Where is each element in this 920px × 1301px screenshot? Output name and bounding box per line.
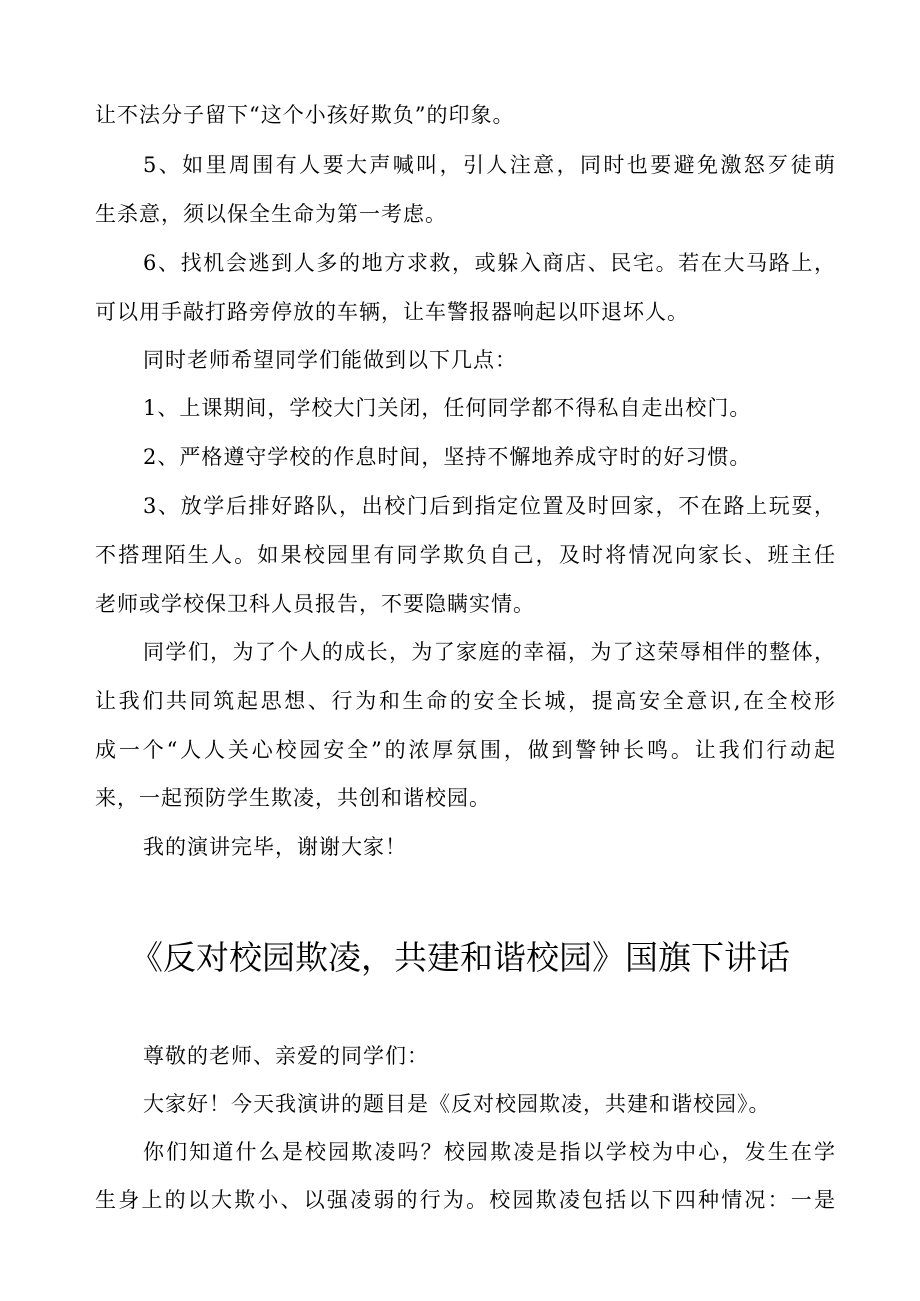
- text-line: 2、严格遵守学校的作息时间，坚持不懈地养成守时的好习惯。: [143, 445, 752, 469]
- text-line: 大家好！今天我演讲的题目是《反对校园欺凌，共建和谐校园》。: [143, 1092, 771, 1116]
- text-line: 让不法分子留下“这个小孩好欺负”的印象。: [95, 103, 515, 127]
- text-line: 让我们共同筑起思想、行为和生命的安全长城，提高安全意识,在全校形: [95, 689, 835, 713]
- text-line: 不搭理陌生人。如果校园里有同学欺负自己，及时将情况向家长、班主任: [95, 543, 835, 567]
- text-line: 尊敬的老师、亲爱的同学们：: [143, 1044, 429, 1068]
- text-line: 我的演讲完毕，谢谢大家！: [143, 835, 407, 859]
- text-line: 5、如里周围有人要大声喊叫，引人注意，同时也要避免激怒歹徒萌: [143, 153, 835, 177]
- text-line: 老师或学校保卫科人员报告，不要隐瞒实情。: [95, 592, 535, 616]
- text-line: 你们知道什么是校园欺凌吗？校园欺凌是指以学校为中心，发生在学: [143, 1140, 835, 1164]
- text-line: 1、上课期间，学校大门关闭，任何同学都不得私自走出校门。: [143, 396, 752, 420]
- text-line: 3、放学后排好路队，出校门后到指定位置及时回家，不在路上玩耍，: [143, 494, 835, 518]
- text-line: 同时老师希望同学们能做到以下几点：: [143, 348, 517, 372]
- text-line: 成一个“人人关心校园安全”的浓厚氛围，做到警钟长鸣。让我们行动起: [95, 738, 835, 762]
- text-line: 可以用手敲打路旁停放的车辆，让车警报器响起以吓退坏人。: [95, 300, 689, 324]
- text-line: 生身上的以大欺小、以强凌弱的行为。校园欺凌包括以下四种情况：一是: [95, 1188, 835, 1212]
- text-line: 来，一起预防学生欺凌，共创和谐校园。: [95, 786, 491, 810]
- text-line: 同学们，为了个人的成长，为了家庭的幸福，为了这荣辱相伴的整体，: [143, 640, 835, 664]
- speech-title: 《反对校园欺凌，共建和谐校园》国旗下讲话: [130, 938, 790, 977]
- text-line: 生杀意，须以保全生命为第一考虑。: [95, 202, 447, 226]
- text-line: 6、找机会逃到人多的地方求救，或躲入商店、民宅。若在大马路上，: [143, 251, 835, 275]
